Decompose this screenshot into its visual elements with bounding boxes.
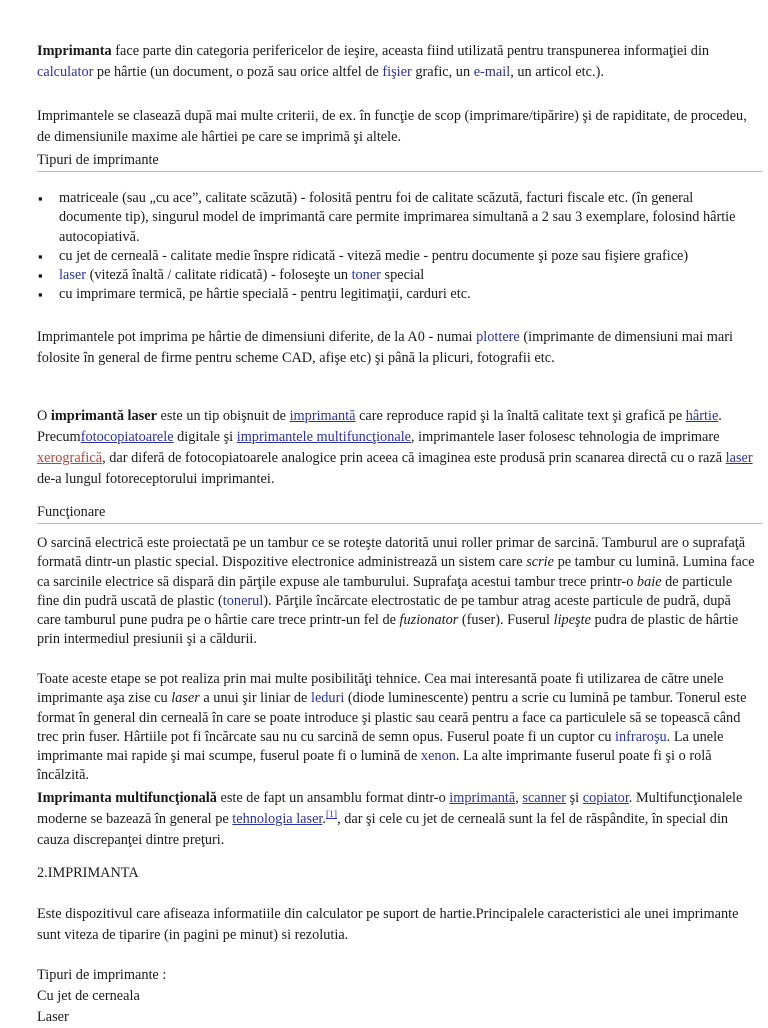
classification-paragraph: Imprimantele se clasează după mai multe criterii, de ex. în funcţie de scop (imprimare/tipărire) şi de rapiditate, de procedeu, de dimensiunile maxime ale hârtiei pe care se imprimă şi altele. (37, 108, 747, 145)
section-divider (37, 523, 762, 524)
section-heading-functionare: Funcţionare (37, 504, 106, 520)
types-list-title: Tipuri de imprimante : (37, 967, 167, 983)
link-copiator[interactable]: copiator (582, 790, 629, 806)
link-imprimantele-multifunctionale[interactable]: imprimantele multifuncţionale (236, 429, 412, 445)
footnote-ref-1[interactable]: [1] (325, 810, 338, 820)
functioning-paragraph: O sarcină electrică este proiectată pe un tambur ce se roteşte datorită unui roller primar de sarcină. Tamburul are o suprafaţă formată dintr-un plastic special. Dispozitive electronice administrează un sistem care scrie pe tambur cu lumină. Lumina face ca sarcinile electrice să dispară din părţile expuse ale tamburului. Suprafaţa acestui tambur trece printr-o baie de particule fine din pudră uscată de plastic (tonerul). Părţile încărcate electrostatic de pe tambur atrag aceste particule de pudră, după care tamburul pune pudra pe o hârtie care trece printr-un fel de fuzionator (fuser). Fuserul lipeşte pudra de plastic de hârtie prin intermediul presiunii şi a căldurii. (37, 535, 755, 648)
definition-paragraph: Este dispozitivul care afiseaza informatiile din calculator pe suport de hartie.Principalele caracteristici ale unei imprimante sunt viteza de tiparire (in pagini pe minut) si rezolutia. (37, 906, 739, 943)
paper-sizes-paragraph: Imprimantele pot imprima pe hârtie de dimensiuni diferite, de la A0 - numai plottere (imprimante de dimensiuni mai mari folosite în general de firme pentru scheme CAD, afişe etc) şi până la plicuri, fotografii etc. (37, 329, 733, 366)
link-tonerul[interactable]: tonerul (222, 592, 264, 609)
list-item: Laser (37, 1009, 69, 1025)
link-plottere[interactable]: plottere (476, 329, 520, 345)
section-title-imprimanta: 2.IMPRIMANTA (37, 865, 139, 881)
link-fisier[interactable]: fişier (382, 64, 412, 80)
link-toner[interactable]: toner (351, 267, 381, 284)
link-fotocopiatoarele[interactable]: fotocopiatoarele (80, 429, 174, 445)
list-item: ▪ cu imprimare termică, pe hârtie specială - pentru legitimaţii, carduri etc. (37, 285, 755, 304)
link-scanner[interactable]: scanner (522, 790, 567, 806)
link-tehnologia-laser[interactable]: tehnologia laser (232, 811, 323, 827)
link-hartie[interactable]: hârtie (685, 408, 719, 424)
list-item: ▪ matriceale (sau „cu ace”, calitate scăzută) - folosită pentru foi de calitate scăzută, facturi fiscale etc. (în general documente tip), singurul model de imprimantă care permite imprimarea simultană a 2 sau 3 exemplare, folosind hârtie autocopiativă. (37, 189, 755, 247)
list-item: ▪ laser (viteză înaltă / calitate ridicată) - foloseşte un toner special (37, 266, 755, 285)
link-laser-ray[interactable]: laser (725, 450, 753, 466)
link-xenon[interactable]: xenon (420, 748, 456, 765)
section-heading-tipuri: Tipuri de imprimante (37, 152, 159, 168)
link-xerografica[interactable]: xerografică (37, 450, 103, 466)
laser-printer-paragraph: O imprimantă laser este un tip obişnuit de imprimantă care reproduce rapid şi la înaltă calitate text şi grafică pe hârtie. Precumfotocopiatoarele digitale şi imprimantele multifuncţionale, imprimantele laser folosesc tehnologia de imprimare xerografică, dar diferă de fotocopiatoarele analogice prin aceea că imaginea este produsă prin scanarea directă cu o rază laser de-a lungul fotoreceptorului imprimantei. (37, 408, 753, 487)
link-calculator[interactable]: calculator (37, 64, 94, 80)
link-imprimanta[interactable]: imprimantă (289, 408, 356, 424)
link-infrarosu[interactable]: infraroşu (615, 728, 667, 745)
section-divider (37, 171, 762, 172)
intro-paragraph: Imprimanta face parte din categoria perifericelor de ieşire, aceasta fiind utilizată pentru transpunerea informaţiei din calculator pe hârtie (un document, o poză sau orice altfel de fişier grafic, un e-mail, un articol etc.). (37, 43, 710, 80)
link-imprimanta-2[interactable]: imprimantă (449, 790, 516, 806)
multifunction-paragraph: Imprimanta multifuncţională este de fapt un ansamblu format dintr-o imprimantă, scanner şi copiator. Multifuncţionalele moderne se bazează în general pe tehnologia laser.[1], dar şi cele cu jet de cerneală sunt la fel de răspândite, în special din cauza discrepanţei dintre preţuri. (37, 790, 743, 848)
list-item: ▪ cu jet de cerneală - calitate medie înspre ridicată - viteză medie - pentru documente şi poze sau fişiere grafice) (37, 247, 755, 266)
link-leduri[interactable]: leduri (310, 690, 345, 707)
printer-types-list (37, 189, 755, 305)
list-item: Cu jet de cerneala (37, 988, 140, 1004)
link-e-mail[interactable]: e-mail (473, 64, 511, 80)
link-laser[interactable]: laser (59, 267, 86, 284)
techniques-paragraph: Toate aceste etape se pot realiza prin mai multe posibilităţi tehnice. Cea mai interesantă poate fi utilizarea de către unele imprimante aşa zise cu laser a unui şir liniar de leduri (diode luminescente) pentru a scrie cu lumină pe tambur. Tonerul este format în general din cerneală în care se poate introduce şi plastic sau ceară pentru a face ca particulele să se topească când trec prin fuser. Hârtiile pot fi încărcate sau nu cu sarcină de semn opus. Fuserul poate fi un cuptor cu infraroşu. La unele imprimante mai rapide şi mai scumpe, fuserul poate fi o lumină de xenon. La alte imprimante fuserul poate fi şi o rolă încălzită. (37, 671, 747, 784)
